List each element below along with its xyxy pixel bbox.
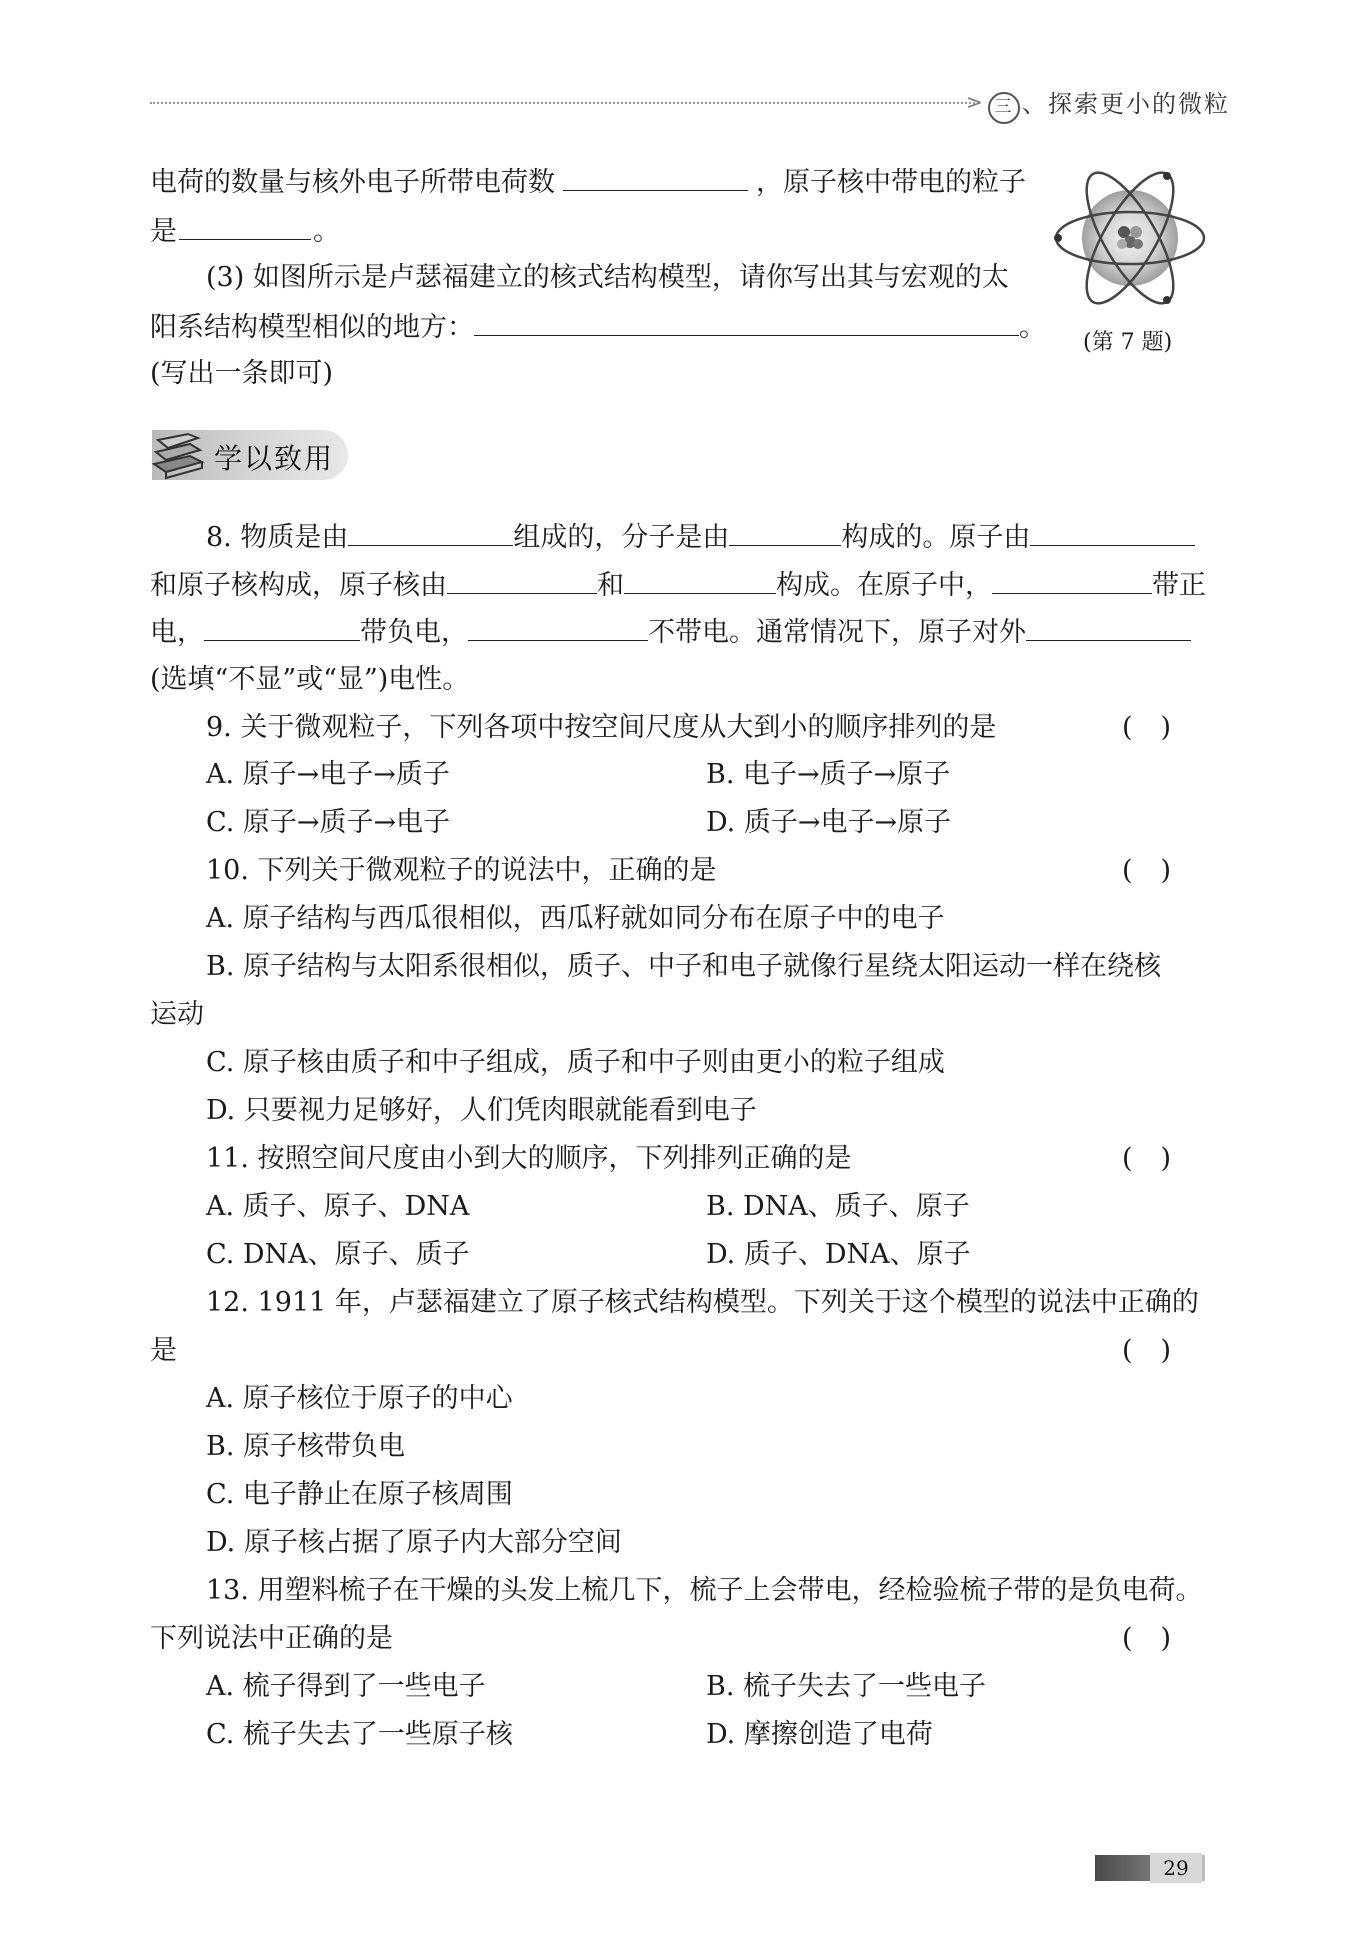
q13-option-a[interactable]: A. 梳子得到了一些电子 [206, 1671, 486, 1702]
answer-blank[interactable] [468, 614, 648, 641]
q13-stem-cont: 下列说法中正确的是 [150, 1623, 393, 1654]
atom-model-icon [1050, 168, 1210, 308]
q13-option-b[interactable]: B. 梳子失去了一些电子 [706, 1671, 987, 1702]
q13-option-d[interactable]: D. 摩擦创造了电荷 [706, 1719, 933, 1750]
q8-text: 带负电， [360, 617, 468, 648]
q7-text: 电荷的数量与核外电子所带电荷数 [150, 167, 555, 198]
q9-option-d[interactable]: D. 质子→电子→原子 [706, 807, 952, 838]
answer-blank[interactable] [447, 567, 597, 594]
q9-option-a[interactable]: A. 原子→电子→质子 [206, 759, 450, 790]
q8-line-1 [206, 519, 1195, 556]
answer-blank[interactable] [1026, 614, 1191, 641]
answer-blank[interactable] [563, 164, 748, 191]
q10-stem: 10. 下列关于微观粒子的说法中，正确的是 [206, 855, 717, 886]
q13-stem: 13. 用塑料梳子在干燥的头发上梳几下，梳子上会带电，经检验梳子带的是负电荷。 [206, 1575, 1203, 1606]
q8-text: 和原子核构成，原子核由 [150, 570, 447, 601]
q11-option-c[interactable]: C. DNA、原子、质子 [206, 1239, 470, 1270]
q13-option-c[interactable]: C. 梳子失去了一些原子核 [206, 1719, 513, 1750]
answer-paren[interactable]: () [1122, 855, 1200, 886]
q10-option-c[interactable]: C. 原子核由质子和中子组成，质子和中子则由更小的粒子组成 [206, 1047, 945, 1078]
q12-stem-cont: 是 [150, 1335, 177, 1366]
q10-option-a[interactable]: A. 原子结构与西瓜很相似，西瓜籽就如同分布在原子中的电子 [206, 903, 945, 934]
q7-text: 。 [1019, 312, 1046, 343]
answer-blank[interactable] [204, 614, 360, 641]
answer-paren[interactable]: () [1122, 712, 1200, 743]
q8-text: 组成的，分子是由 [513, 522, 730, 553]
q10-option-b-cont[interactable]: 运动 [150, 999, 204, 1030]
q11-option-a[interactable]: A. 质子、原子、DNA [206, 1191, 470, 1222]
running-header [988, 84, 1230, 124]
q9-stem: 9. 关于微观粒子，下列各项中按空间尺度从大到小的顺序排列的是 [206, 712, 997, 743]
q12-stem: 12. 1911 年，卢瑟福建立了原子核式结构模型。下列关于这个模型的说法中正确的 [206, 1287, 1199, 1318]
q8-text: 和 [597, 570, 624, 601]
answer-blank[interactable] [179, 213, 311, 240]
header-rule [150, 102, 975, 104]
q8-text: 8. 物质是由 [206, 522, 349, 553]
q7-line-2 [150, 213, 340, 250]
chapter-number: 三 [988, 92, 1020, 124]
q7-line-3: (3) 如图所示是卢瑟福建立的核式结构模型，请你写出其与宏观的太 [206, 262, 1009, 293]
q7-text: 阳系结构模型相似的地方： [150, 312, 474, 343]
answer-blank[interactable] [729, 519, 841, 546]
q8-text: 构成的。原子由 [841, 522, 1031, 553]
page-number: 29 [1150, 1853, 1202, 1883]
books-icon [150, 428, 206, 484]
answer-blank[interactable] [992, 567, 1152, 594]
q7-text: 是 [150, 216, 177, 247]
q7-text: 。 [313, 216, 340, 247]
q9-option-b[interactable]: B. 电子→质子→原子 [706, 759, 951, 790]
q8-text: 电， [150, 617, 204, 648]
answer-blank[interactable] [624, 567, 776, 594]
section-title: 学以致用 [214, 442, 335, 475]
q12-option-a[interactable]: A. 原子核位于原子的中心 [206, 1383, 513, 1414]
q12-option-b[interactable]: B. 原子核带负电 [206, 1431, 406, 1462]
answer-paren[interactable]: () [1122, 1335, 1200, 1366]
q7-line-5: (写出一条即可) [150, 358, 334, 389]
q9-option-c[interactable]: C. 原子→质子→电子 [206, 807, 451, 838]
q8-text: 带正 [1152, 570, 1206, 601]
q12-option-c[interactable]: C. 电子静止在原子核周围 [206, 1479, 513, 1510]
answer-paren[interactable]: () [1122, 1623, 1200, 1654]
q12-option-d[interactable]: D. 原子核占据了原子内大部分空间 [206, 1527, 622, 1558]
q11-option-d[interactable]: D. 质子、DNA、原子 [706, 1239, 971, 1270]
q7-text: ，原子核中带电的粒子 [756, 167, 1026, 198]
q8-text: 构成。在原子中， [776, 570, 992, 601]
figure-caption: (第 7 题) [1083, 330, 1173, 355]
chapter-title: 、探索更小的微粒 [1022, 90, 1230, 118]
q8-line-3 [150, 614, 1191, 651]
q7-line-1 [150, 164, 1026, 201]
q7-line-4 [150, 309, 1046, 346]
q11-stem: 11. 按照空间尺度由小到大的顺序，下列排列正确的是 [206, 1143, 852, 1174]
q8-line-4: (选填“不显”或“显”)电性。 [150, 664, 470, 695]
q8-text: 不带电。通常情况下，原子对外 [648, 617, 1026, 648]
q10-option-b[interactable]: B. 原子结构与太阳系很相似，质子、中子和电子就像行星绕太阳运动一样在绕核 [206, 951, 1162, 982]
answer-blank[interactable] [474, 309, 1019, 336]
answer-paren[interactable]: () [1122, 1143, 1200, 1174]
q8-line-2 [150, 567, 1206, 604]
q10-option-d[interactable]: D. 只要视力足够好，人们凭肉眼就能看到电子 [206, 1095, 757, 1126]
answer-blank[interactable] [348, 519, 513, 546]
q11-option-b[interactable]: B. DNA、质子、原子 [706, 1191, 970, 1222]
header-arrow-icon: > [966, 90, 983, 114]
answer-blank[interactable] [1030, 519, 1195, 546]
